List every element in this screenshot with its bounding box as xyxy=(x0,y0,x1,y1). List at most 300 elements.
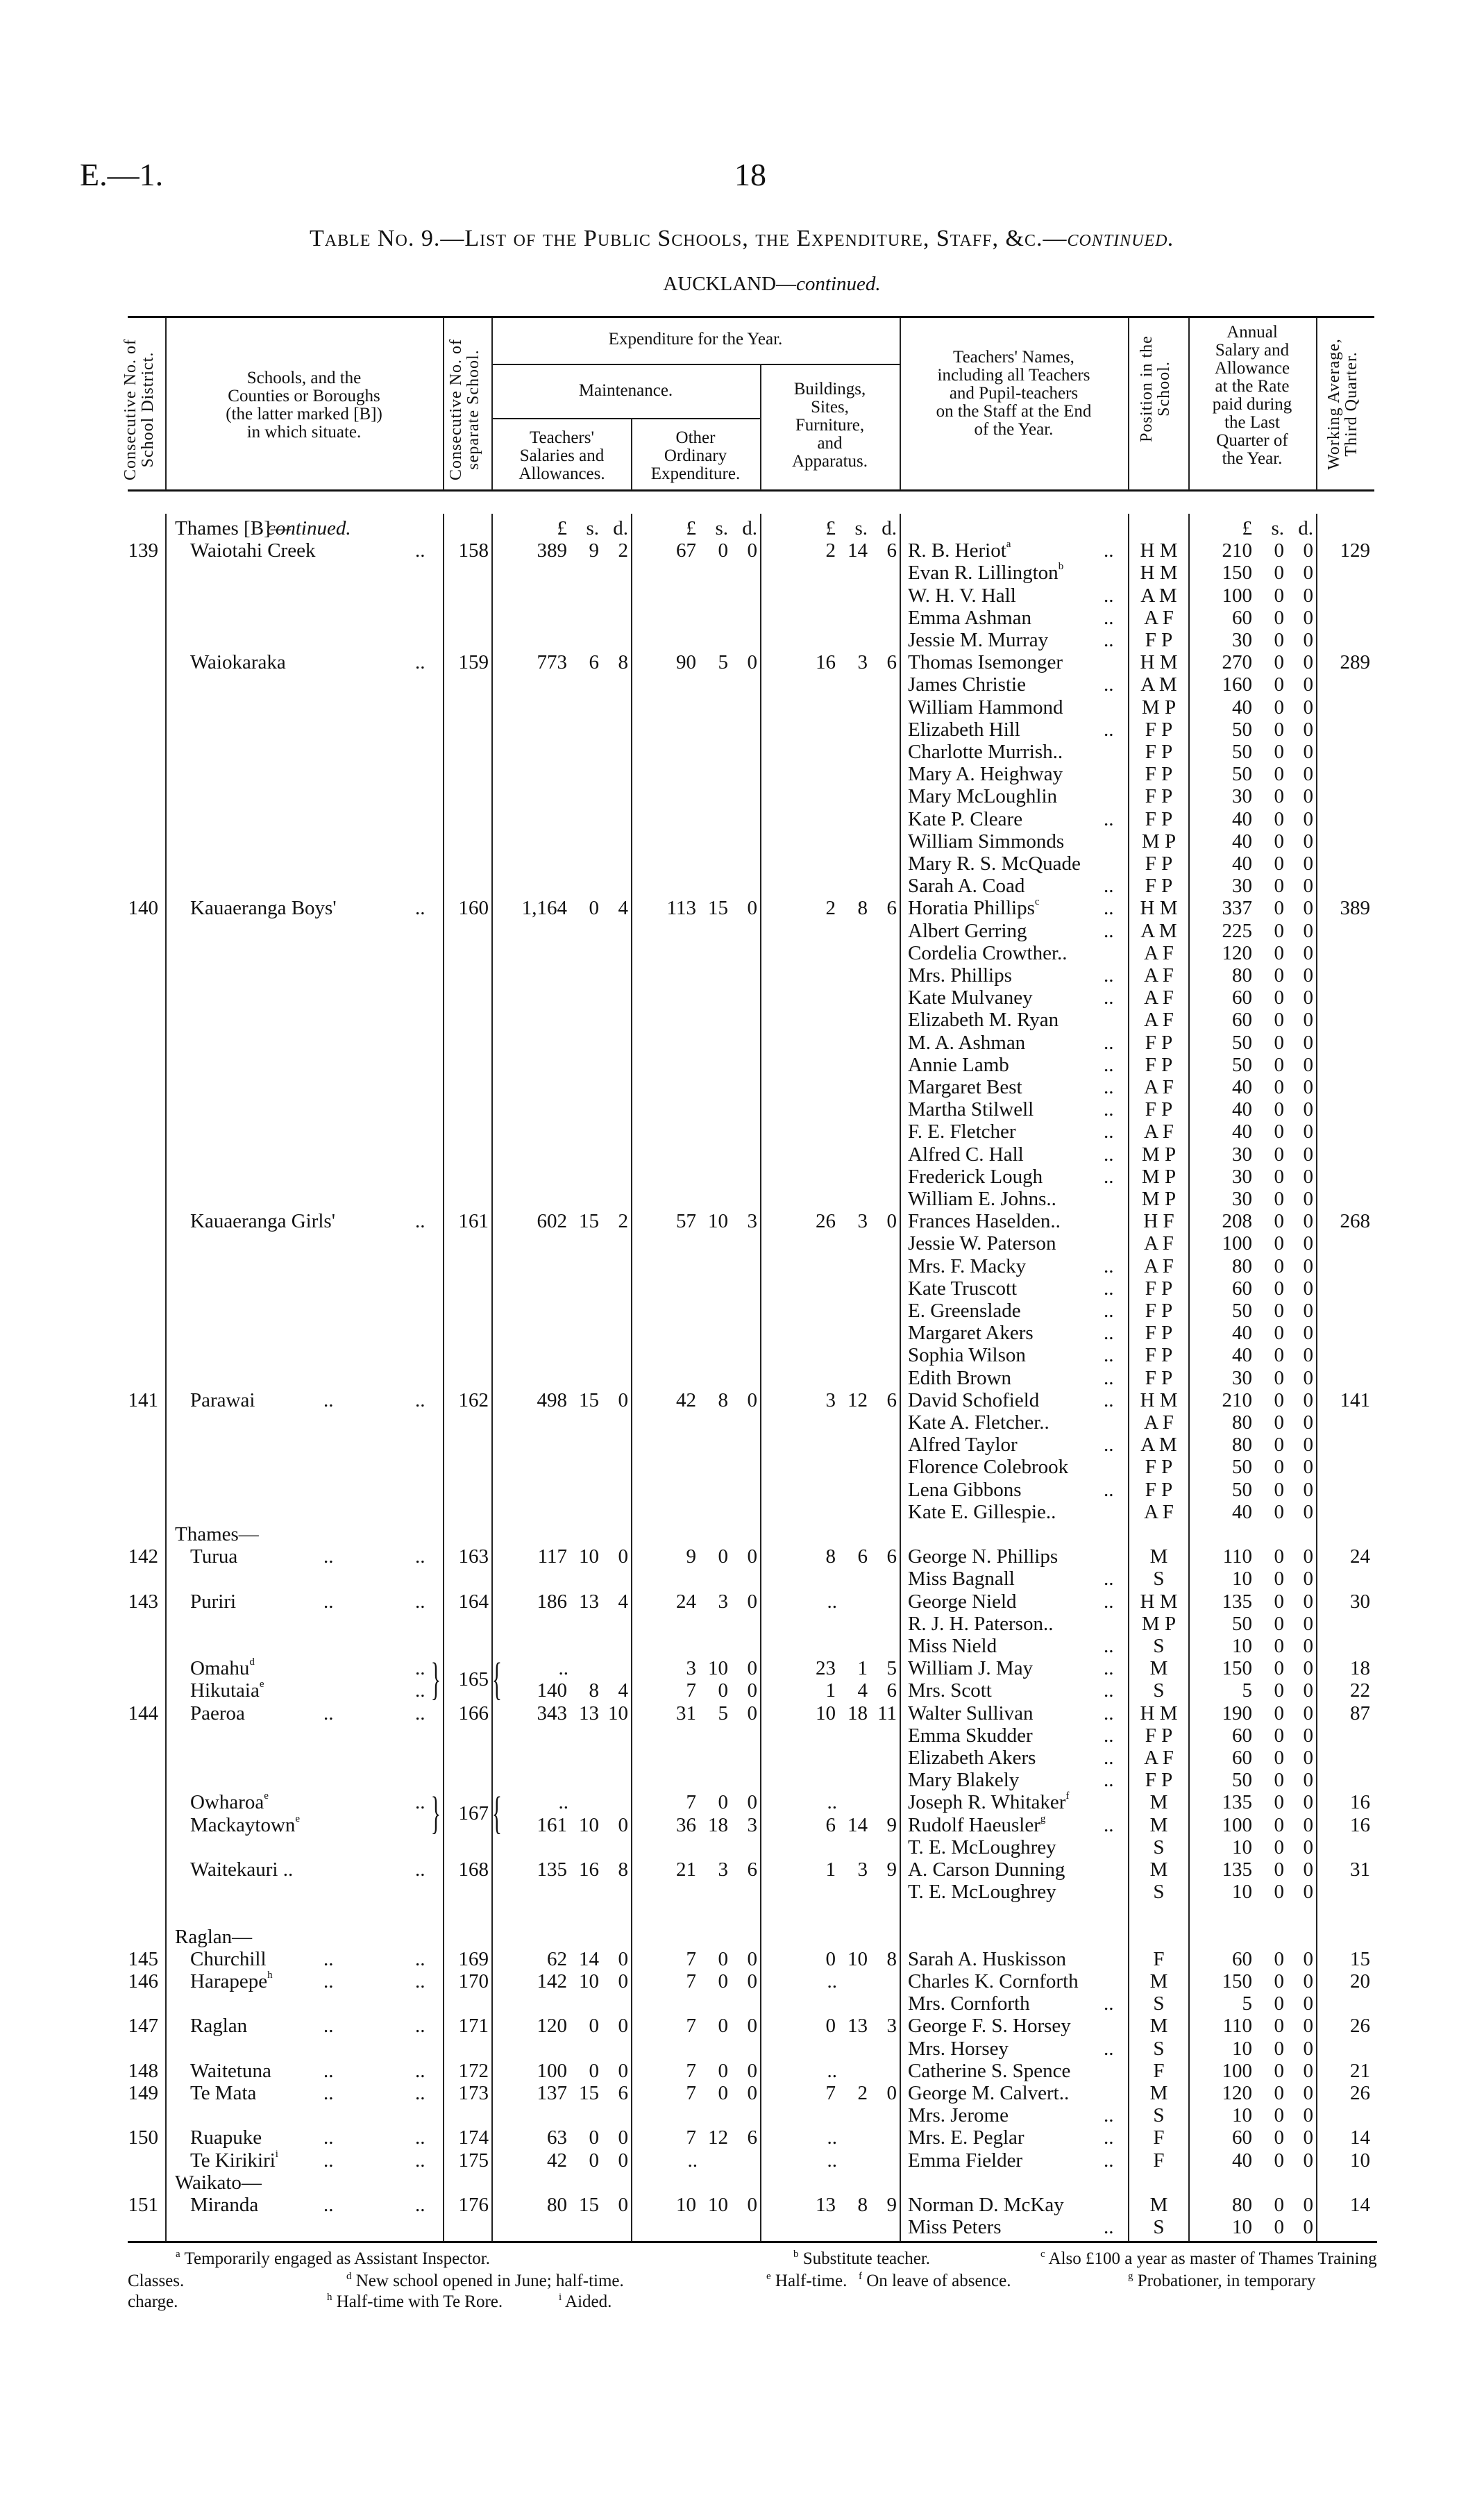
salaries-shillings: 0 xyxy=(589,897,599,920)
annual-salary-pounds: 10 xyxy=(1232,2104,1252,2127)
salaries-shillings: 9 xyxy=(589,539,599,562)
header-line: (the latter marked [B]) xyxy=(226,405,382,423)
working-average: 141 xyxy=(1340,1388,1370,1411)
teacher-name-text: George M. Calvert.. xyxy=(908,2082,1070,2104)
table-row xyxy=(0,987,1484,1009)
school-name-text: Parawai xyxy=(190,1388,255,1411)
other-expenditure-shillings: 0 xyxy=(718,2082,728,2104)
table-row xyxy=(0,1724,1484,1747)
annual-salary-shillings: 0 xyxy=(1274,1747,1284,1769)
teacher-name-text: Rudolf Haeusler xyxy=(908,1813,1040,1836)
teacher-position: A F xyxy=(1144,1232,1174,1255)
buildings-shillings: 10 xyxy=(848,1947,868,1970)
teacher-position: A M xyxy=(1140,1434,1177,1457)
buildings-pence: 9 xyxy=(886,1858,897,1881)
leader-dots: .. xyxy=(1104,1434,1114,1457)
annual-salary-shillings: 0 xyxy=(1274,941,1284,964)
teacher-position: F P xyxy=(1145,741,1173,763)
teacher-name-text: T. E. McLoughrey xyxy=(908,1881,1056,1904)
teacher-name xyxy=(908,629,1048,651)
buildings-pence: 11 xyxy=(877,1702,897,1724)
teacher-position: F P xyxy=(1145,1769,1173,1792)
teacher-name-text: Kate Truscott xyxy=(908,1277,1018,1300)
leader-dots: .. xyxy=(1104,807,1114,830)
leader-dots: .. xyxy=(1104,2216,1114,2239)
annual-salary-pence: 0 xyxy=(1303,1098,1313,1121)
school-number: 175 xyxy=(458,2149,489,2172)
teacher-name xyxy=(908,1232,1056,1254)
header-line: Expenditure. xyxy=(650,464,741,483)
annual-salary-pounds: 60 xyxy=(1232,606,1252,629)
leader-dots: .. xyxy=(1104,1053,1114,1076)
leader-dots: .. xyxy=(323,1947,334,1970)
salaries-pence: 8 xyxy=(618,1858,628,1881)
annual-salary-shillings: 0 xyxy=(1274,964,1284,987)
other-expenditure-shillings: 18 xyxy=(708,1813,728,1836)
annual-salary-pounds: 100 xyxy=(1222,1813,1252,1836)
footnote-text: Temporarily engaged as Assistant Inspector. xyxy=(184,2249,490,2268)
leader-dots: .. xyxy=(415,897,425,920)
teacher-position: S xyxy=(1153,1635,1165,1657)
footnote-ref: e xyxy=(264,1790,269,1802)
leader-dots: .. xyxy=(1104,1254,1114,1277)
other-expenditure-shillings: 0 xyxy=(718,1679,728,1702)
header-line: Consecutive No. of xyxy=(121,339,140,480)
leader-dots: .. xyxy=(415,1858,425,1881)
salaries-pounds: 117 xyxy=(537,1545,567,1568)
annual-salary-shillings: 0 xyxy=(1274,1947,1284,1970)
teacher-name xyxy=(908,1657,1033,1679)
header-school-no xyxy=(448,326,487,493)
other-expenditure-pounds: 7 xyxy=(686,1970,696,1992)
footnote-ref: c xyxy=(1034,896,1040,908)
annual-salary-shillings: 0 xyxy=(1274,853,1284,875)
brace-open-icon: { xyxy=(491,1654,502,1705)
footnote-mark: e xyxy=(766,2271,771,2282)
teacher-name xyxy=(908,1277,1017,1300)
salaries-shillings: 0 xyxy=(589,2059,599,2082)
region-name: AUCKLAND— xyxy=(663,273,797,295)
annual-salary-shillings: 0 xyxy=(1274,629,1284,651)
teacher-position: M P xyxy=(1141,1188,1177,1210)
table-row xyxy=(0,1858,1484,1881)
footnote-text: Aided. xyxy=(565,2292,612,2311)
leader-dots: .. xyxy=(1104,1747,1114,1769)
annual-salary-shillings: 0 xyxy=(1274,1210,1284,1233)
annual-salary-pence: 0 xyxy=(1303,1747,1313,1769)
salaries-pence: 10 xyxy=(608,1702,628,1724)
leader-dots: .. xyxy=(323,2149,334,2172)
teacher-position: M P xyxy=(1141,1143,1177,1166)
header-line: Counties or Boroughs xyxy=(228,387,380,405)
leader-dots: .. xyxy=(415,2059,425,2082)
footnote-ref: g xyxy=(1040,1813,1046,1824)
teacher-name-text: Emma Skudder xyxy=(908,1724,1033,1747)
other-expenditure-shillings: 0 xyxy=(718,1970,728,1992)
district-number: 142 xyxy=(128,1545,158,1568)
district-number: 145 xyxy=(128,1947,158,1970)
buildings-pounds: 2 xyxy=(825,897,836,920)
leader-dots: .. xyxy=(1104,1098,1114,1121)
teacher-name xyxy=(908,1635,997,1657)
header-line: Ordinary xyxy=(664,446,727,465)
footnote-mark: a xyxy=(176,2249,180,2260)
other-expenditure-pounds: 24 xyxy=(676,1590,696,1613)
buildings-pounds: 6 xyxy=(825,1813,836,1836)
group-heading-row xyxy=(0,1523,1484,1545)
annual-salary-shillings: 0 xyxy=(1274,1724,1284,1747)
annual-salary-shillings: 0 xyxy=(1274,2194,1284,2216)
leader-dots: .. xyxy=(1104,987,1114,1009)
footnote-e xyxy=(766,2272,847,2291)
annual-salary-pence: 0 xyxy=(1303,1120,1313,1143)
annual-salary-pounds: 40 xyxy=(1232,853,1252,875)
annual-salary-pence: 0 xyxy=(1303,1366,1313,1389)
salaries-unit-s: s. xyxy=(586,517,599,539)
annual-salary-shillings: 0 xyxy=(1274,1165,1284,1188)
table-row xyxy=(0,1054,1484,1076)
teacher-name xyxy=(908,1724,1033,1747)
buildings-shillings: 4 xyxy=(857,1679,868,1702)
teacher-name-text: Miss Bagnall xyxy=(908,1568,1015,1590)
school-name-text: Hikutaia xyxy=(190,1679,260,1702)
annual-salary-pence: 0 xyxy=(1303,1009,1313,1032)
teacher-name xyxy=(908,1948,1066,1970)
annual-salary-pence: 0 xyxy=(1303,1881,1313,1904)
annual-salary-pounds: 10 xyxy=(1232,1881,1252,1904)
annual-salary-pounds: 60 xyxy=(1232,1724,1252,1747)
annual-salary-pence: 0 xyxy=(1303,2037,1313,2060)
teacher-name-text: Walter Sullivan xyxy=(908,1702,1034,1724)
teacher-position: A M xyxy=(1140,919,1177,942)
annual-salary-pounds: 50 xyxy=(1232,1031,1252,1054)
table-row xyxy=(0,585,1484,607)
teacher-position: H M xyxy=(1140,897,1178,920)
other-expenditure-shillings: 0 xyxy=(718,2059,728,2082)
footnote-mark: c xyxy=(1040,2249,1045,2260)
leader-dots: .. xyxy=(1104,1769,1114,1792)
annual-salary-pounds: 60 xyxy=(1232,2126,1252,2149)
table-row xyxy=(0,853,1484,875)
annual-salary-shillings: 0 xyxy=(1274,1769,1284,1792)
annual-salary-pence: 0 xyxy=(1303,539,1313,562)
teacher-name xyxy=(908,875,1025,897)
footnote-ref: e xyxy=(259,1679,264,1690)
annual-salary-pounds: 80 xyxy=(1232,2194,1252,2216)
teacher-position: H M xyxy=(1140,1590,1178,1613)
teacher-name-text: Emma Fielder xyxy=(908,2149,1023,2172)
buildings-shillings: 3 xyxy=(857,651,868,674)
header-line: Salaries and xyxy=(519,446,605,465)
school-name xyxy=(190,1791,269,1813)
region-heading xyxy=(0,273,1484,296)
header-divider xyxy=(1316,318,1317,490)
salaries-pounds: 773 xyxy=(537,651,567,674)
buildings-pence: 9 xyxy=(886,1813,897,1836)
salaries-shillings: 0 xyxy=(589,2149,599,2172)
maintenance-rule xyxy=(491,418,760,419)
buildings-shillings: 3 xyxy=(857,1858,868,1881)
salaries-pounds: 80 xyxy=(547,2194,567,2216)
other-expenditure-pence: 0 xyxy=(747,651,757,674)
teacher-name-text: James Christie xyxy=(908,673,1026,696)
buildings-pence: 6 xyxy=(886,1679,897,1702)
leader-dots: .. xyxy=(415,1947,425,1970)
header-line: Teachers' Names, xyxy=(953,348,1074,367)
annual-salary-pence: 0 xyxy=(1303,1724,1313,1747)
school-name xyxy=(190,539,315,562)
annual-salary-pounds: 190 xyxy=(1222,1702,1252,1724)
buildings-pounds: 26 xyxy=(816,1210,836,1233)
teacher-name-text: Jessie M. Murray xyxy=(908,629,1049,651)
teacher-position: F P xyxy=(1145,1098,1173,1121)
school-name xyxy=(190,1814,300,1836)
teacher-position: A F xyxy=(1144,1009,1174,1032)
table-row xyxy=(0,2149,1484,2172)
salaries-pence: 0 xyxy=(618,2059,628,2082)
header-line: in which situate. xyxy=(246,423,362,442)
salaries-pence: 0 xyxy=(618,2015,628,2038)
other-expenditure-shillings: 10 xyxy=(708,1210,728,1233)
other-expenditure-pence: 6 xyxy=(747,2126,757,2149)
buildings-pounds: 8 xyxy=(825,1545,836,1568)
district-number: 147 xyxy=(128,2015,158,2038)
annual-salary-pence: 0 xyxy=(1303,987,1313,1009)
header-line: Working Average, xyxy=(1325,338,1343,470)
table-row xyxy=(0,2060,1484,2082)
annual-salary-shillings: 0 xyxy=(1274,696,1284,719)
annual-salary-shillings: 0 xyxy=(1274,1098,1284,1121)
teacher-position: H F xyxy=(1143,1210,1174,1233)
header-line: Other xyxy=(675,428,716,447)
other-unit-d: d. xyxy=(742,517,757,539)
table-row xyxy=(0,1747,1484,1769)
annual-salary-pounds: 210 xyxy=(1222,539,1252,562)
table-title-continued: continued. xyxy=(1067,226,1174,251)
buildings-shillings: 8 xyxy=(857,897,868,920)
annual-salary-shillings: 0 xyxy=(1274,807,1284,830)
annual-salary-pounds: 30 xyxy=(1232,785,1252,808)
salaries-pounds: 137 xyxy=(537,2082,567,2104)
working-average: 31 xyxy=(1350,1858,1370,1881)
annual-salary-pounds: 40 xyxy=(1232,696,1252,719)
other-unit-s: s. xyxy=(715,517,728,539)
leader-dots: .. xyxy=(1104,964,1114,987)
other-expenditure-pence: 0 xyxy=(747,2082,757,2104)
footnote-ref: h xyxy=(267,1970,273,1981)
annual-salary-shillings: 0 xyxy=(1274,919,1284,942)
leader-dots: .. xyxy=(415,1970,425,1992)
buildings-empty: .. xyxy=(827,2126,837,2149)
leader-dots: .. xyxy=(1104,1568,1114,1590)
table-row xyxy=(0,1501,1484,1523)
salaries-pounds: 100 xyxy=(537,2059,567,2082)
leader-dots: .. xyxy=(415,651,425,674)
other-expenditure-pounds: 113 xyxy=(666,897,696,920)
annual-salary-pence: 0 xyxy=(1303,584,1313,607)
teacher-name xyxy=(908,920,1027,942)
table-row xyxy=(0,651,1484,673)
school-name-text: Omahu xyxy=(190,1657,250,1680)
annual-salary-pounds: 80 xyxy=(1232,1411,1252,1434)
other-expenditure-shillings: 0 xyxy=(718,1545,728,1568)
teacher-name xyxy=(908,741,1063,763)
annual-salary-pounds: 160 xyxy=(1222,673,1252,696)
salaries-pounds: 140 xyxy=(537,1679,567,1702)
footnote-ref: i xyxy=(275,2148,278,2160)
brace-close-icon: } xyxy=(430,1654,441,1705)
leader-dots: .. xyxy=(415,539,425,562)
leader-dots: .. xyxy=(1104,718,1114,741)
teacher-name xyxy=(908,673,1026,696)
annual-salary-pence: 0 xyxy=(1303,1478,1313,1501)
teacher-position: F P xyxy=(1145,1322,1173,1345)
buildings-pounds: 7 xyxy=(825,2082,836,2104)
teacher-name xyxy=(908,1255,1026,1277)
teacher-name xyxy=(908,1836,1056,1858)
teacher-name xyxy=(908,1747,1036,1769)
annual-salary-shillings: 0 xyxy=(1274,1590,1284,1613)
footnote-a xyxy=(176,2249,490,2269)
annual-salary-shillings: 0 xyxy=(1274,673,1284,696)
annual-salary-pence: 0 xyxy=(1303,1344,1313,1367)
salaries-pence: 0 xyxy=(618,2194,628,2216)
table-row xyxy=(0,2216,1484,2238)
school-name-text: Turua xyxy=(190,1545,238,1568)
working-average: 268 xyxy=(1340,1210,1370,1233)
working-average: 289 xyxy=(1340,651,1370,674)
leader-dots: .. xyxy=(1104,606,1114,629)
teacher-name-text: Joseph R. Whitaker xyxy=(908,1791,1066,1814)
table-row xyxy=(0,2038,1484,2060)
working-average: 20 xyxy=(1350,1970,1370,1992)
table-row xyxy=(0,741,1484,763)
teacher-name-text: E. Greenslade xyxy=(908,1300,1021,1322)
brace-open-icon: { xyxy=(491,1788,502,1839)
other-expenditure-pounds: 57 xyxy=(676,1210,696,1233)
annual-salary-shillings: 0 xyxy=(1274,2059,1284,2082)
annual-salary-shillings: 0 xyxy=(1274,1992,1284,2015)
district-number: 141 xyxy=(128,1388,158,1411)
header-line: of the Year. xyxy=(974,420,1054,439)
school-name xyxy=(190,651,286,673)
annual-salary-pounds: 120 xyxy=(1222,2082,1252,2104)
annual-salary-pence: 0 xyxy=(1303,964,1313,987)
school-name xyxy=(190,2126,262,2149)
working-average: 87 xyxy=(1350,1702,1370,1724)
header-bottom-rule xyxy=(128,489,1374,492)
table-row xyxy=(0,1143,1484,1166)
footnote-ref: f xyxy=(1065,1790,1070,1802)
leader-dots: .. xyxy=(1104,1724,1114,1747)
teacher-name xyxy=(908,1970,1079,1992)
table-row xyxy=(0,719,1484,741)
salaries-pence: 0 xyxy=(618,1388,628,1411)
annual-salary-pounds: 30 xyxy=(1232,629,1252,651)
teacher-name-text: William Simmonds xyxy=(908,830,1065,853)
table-row xyxy=(0,1992,1484,2015)
teacher-name-text: Miss Nield xyxy=(908,1635,997,1657)
annual-salary-shillings: 0 xyxy=(1274,741,1284,763)
annual-salary-pounds: 150 xyxy=(1222,562,1252,585)
teacher-position: A F xyxy=(1144,1747,1174,1769)
annual-salary-pence: 0 xyxy=(1303,1076,1313,1098)
footnote-mark: h xyxy=(327,2292,332,2303)
footnote-c xyxy=(1040,2249,1377,2269)
teacher-position: A F xyxy=(1144,941,1174,964)
table-row xyxy=(0,539,1484,562)
footnote-ref: a xyxy=(1006,539,1011,551)
annual-salary-pence: 0 xyxy=(1303,2104,1313,2127)
footnote-g-cont: charge. xyxy=(128,2292,178,2311)
teacher-position: F P xyxy=(1145,718,1173,741)
table-row xyxy=(0,1098,1484,1120)
leader-dots: .. xyxy=(415,1545,425,1568)
table-row xyxy=(0,1300,1484,1322)
school-name xyxy=(190,1389,255,1411)
school-number: 172 xyxy=(458,2059,489,2082)
teacher-name-text: George F. S. Horsey xyxy=(908,2015,1071,2038)
teacher-position: A F xyxy=(1144,1254,1174,1277)
annual-salary-pence: 0 xyxy=(1303,696,1313,719)
teacher-position: F P xyxy=(1145,629,1173,651)
teacher-position: A F xyxy=(1144,1411,1174,1434)
table-row xyxy=(0,1009,1484,1031)
annual-salary-pence: 0 xyxy=(1303,1992,1313,2015)
salaries-pence: 0 xyxy=(618,2126,628,2149)
teacher-name-text: Evan R. Lillington xyxy=(908,562,1059,585)
teacher-name-text: Frances Haselden.. xyxy=(908,1210,1061,1233)
footnote-text: New school opened in June; half-time. xyxy=(355,2272,624,2290)
header-line: Allowances. xyxy=(518,464,605,483)
footnote-text: Half-time. xyxy=(775,2272,848,2290)
teacher-position: A M xyxy=(1140,673,1177,696)
salaries-pence: 0 xyxy=(618,1970,628,1992)
teacher-name xyxy=(908,785,1057,807)
salaries-shillings: 10 xyxy=(579,1545,599,1568)
school-number: 167 xyxy=(458,1802,489,1825)
teacher-name-text: Mrs. E. Peglar xyxy=(908,2126,1025,2149)
teacher-position: F P xyxy=(1145,1366,1173,1389)
school-name-text: Miranda xyxy=(190,2194,259,2216)
annual-salary-shillings: 0 xyxy=(1274,1679,1284,1702)
header-salaries xyxy=(493,429,631,483)
table-row xyxy=(0,808,1484,830)
leader-dots: .. xyxy=(323,2059,334,2082)
annual-salary-pence: 0 xyxy=(1303,1858,1313,1881)
teacher-position: M xyxy=(1149,2194,1168,2216)
teacher-name-text: Mary A. Heighway xyxy=(908,763,1063,786)
teacher-position: F P xyxy=(1145,1053,1173,1076)
other-expenditure-pounds: 3 xyxy=(686,1657,696,1680)
table-row xyxy=(0,1545,1484,1568)
other-expenditure-pence: 0 xyxy=(747,1947,757,1970)
teacher-name-text: Annie Lamb xyxy=(908,1053,1009,1076)
teacher-name xyxy=(908,1098,1034,1120)
table-row xyxy=(0,562,1484,584)
leader-dots: .. xyxy=(1104,2126,1114,2149)
annual-salary-pence: 0 xyxy=(1303,651,1313,674)
buildings-pence: 6 xyxy=(886,1545,897,1568)
leader-dots: .. xyxy=(1104,875,1114,898)
teacher-name xyxy=(908,1858,1065,1881)
annual-salary-pence: 0 xyxy=(1303,2216,1313,2239)
district-number: 146 xyxy=(128,1970,158,1992)
annual-salary-pence: 0 xyxy=(1303,897,1313,920)
school-name xyxy=(190,1702,245,1724)
table-row xyxy=(0,1032,1484,1054)
annual-salary-pounds: 50 xyxy=(1232,718,1252,741)
